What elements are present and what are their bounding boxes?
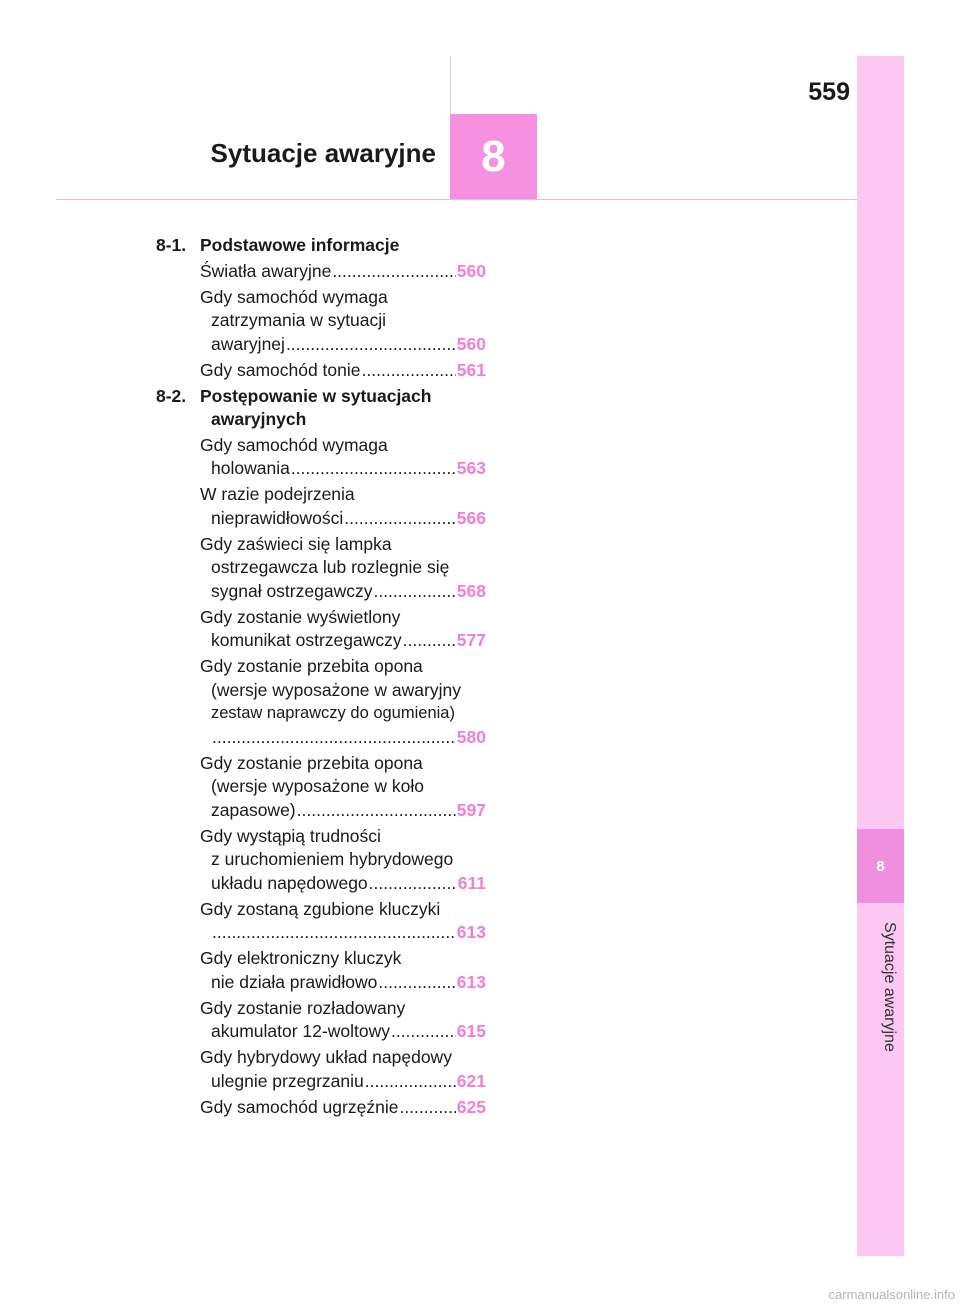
entry-text-line: Światła awaryjne: [200, 260, 332, 281]
dot-leader: [291, 457, 456, 481]
page-reference-link[interactable]: 580: [456, 726, 486, 747]
toc-entry[interactable]: [200, 752, 486, 823]
page-reference-link[interactable]: 560: [456, 260, 486, 281]
toc-entry[interactable]: [200, 1046, 486, 1093]
toc-section: [156, 385, 486, 432]
page-reference-link[interactable]: 621: [456, 1070, 486, 1091]
toc-section: [156, 234, 486, 258]
entry-text-line: (wersje wyposażone w koło: [211, 776, 425, 796]
toc-entry[interactable]: [200, 533, 486, 604]
entry-last-line: [200, 872, 486, 896]
dot-leader: [297, 799, 456, 823]
entry-text-line: Gdy samochód wymaga: [200, 286, 388, 307]
entry-last-line: [200, 1070, 486, 1094]
entry-text-line: Gdy zostanie przebita opona: [200, 656, 423, 676]
watermark: carmanualsonline.info: [828, 1287, 955, 1302]
toc-entry[interactable]: [200, 483, 486, 530]
page-reference-link[interactable]: 566: [456, 507, 486, 528]
page-reference-link[interactable]: 568: [456, 580, 486, 601]
entry-text-line: Gdy samochód tonie: [200, 359, 361, 380]
chapter-title: Sytuacje awaryjne: [210, 138, 436, 168]
entry-text-line: zatrzymania w sytuacji: [211, 310, 387, 330]
entry-text-line: Gdy samochód ugrzęźnie: [200, 1096, 399, 1117]
section-title: [200, 234, 486, 258]
dot-leader: [212, 921, 456, 945]
entry-text-line: Gdy hybrydowy układ napędowy: [200, 1047, 452, 1067]
dot-leader: [399, 1096, 455, 1120]
entry-text-line: sygnał ostrzegawczy: [211, 580, 373, 601]
entry-last-line: [200, 580, 486, 604]
section-title-line: Podstawowe informacje: [200, 235, 400, 255]
side-chapter-label: Sytuacje awaryjne: [881, 922, 898, 1052]
toc-entry[interactable]: [200, 434, 486, 481]
entry-text-line: ostrzegawcza lub rozlegnie się: [211, 557, 450, 577]
section-number: 8-1.: [156, 235, 187, 255]
page-reference-link[interactable]: 611: [457, 872, 486, 893]
toc-entry[interactable]: [200, 997, 486, 1044]
entry-text-line: układu napędowego: [211, 872, 368, 893]
page-reference-link[interactable]: 615: [456, 1021, 486, 1041]
side-thumb-strip: [857, 56, 904, 1256]
entry-last-line: [200, 260, 486, 284]
page-reference-link[interactable]: 597: [456, 799, 486, 820]
entry-last-line: [200, 921, 486, 945]
entry-text-line: nieprawidłowości: [211, 507, 344, 528]
entry-text-line: Gdy elektroniczny kluczyk: [200, 948, 402, 968]
side-chapter-tab[interactable]: 8: [857, 829, 904, 903]
page-reference-link[interactable]: 613: [456, 971, 486, 992]
entry-text-line: ulegnie przegrzaniu: [211, 1070, 364, 1091]
chapter-number-box: 8: [450, 114, 537, 200]
page-reference-link[interactable]: 625: [456, 1096, 486, 1117]
entry-last-line: [200, 1020, 486, 1044]
dot-leader: [373, 580, 455, 604]
entry-text-line: Gdy zaświeci się lampka: [200, 533, 392, 554]
page-reference-link[interactable]: 613: [456, 922, 486, 942]
dot-leader: [212, 726, 456, 750]
dot-leader: [286, 333, 456, 357]
toc-entry[interactable]: [200, 606, 486, 653]
entry-text-line: nie działa prawidłowo: [211, 971, 378, 992]
entry-text-line: Gdy zostanie rozładowany: [200, 997, 406, 1018]
section-number: 8-2.: [156, 385, 187, 406]
entry-text-line: Gdy wystąpią trudności: [200, 825, 381, 846]
page-reference-link[interactable]: 563: [456, 458, 486, 478]
table-of-contents: [156, 234, 486, 1122]
section-title-line: awaryjnych: [211, 409, 307, 429]
entry-text-line: Gdy samochód wymaga: [200, 434, 388, 455]
dot-leader: [362, 359, 456, 383]
entry-last-line: [200, 457, 486, 481]
toc-entry[interactable]: [200, 1096, 486, 1120]
page-number: 559: [808, 78, 850, 106]
entry-text-line: W razie podejrzenia: [200, 484, 355, 504]
entry-text-line: z uruchomieniem hybrydowego: [211, 849, 454, 869]
entry-last-line: [200, 507, 486, 531]
header-divider-horizontal: [56, 199, 857, 200]
toc-entry[interactable]: [200, 655, 486, 749]
entry-last-line: [200, 726, 486, 750]
entry-text-line: komunikat ostrzegawczy: [211, 630, 402, 650]
entry-last-line: [200, 333, 486, 357]
toc-entry[interactable]: [200, 898, 486, 945]
dot-leader: [403, 629, 456, 653]
toc-entry[interactable]: [200, 947, 486, 994]
header-divider-vertical: [450, 56, 451, 116]
section-title: [200, 385, 486, 432]
entry-text-line: Gdy zostanie wyświetlony: [200, 606, 401, 627]
entry-last-line: [200, 359, 486, 383]
entry-text-line: zestaw naprawczy do ogumienia): [211, 704, 455, 722]
section-title-line: Postępowanie w sytuacjach: [200, 385, 432, 406]
dot-leader: [344, 507, 456, 531]
dot-leader: [365, 1070, 456, 1094]
dot-leader: [332, 260, 455, 284]
dot-leader: [391, 1020, 456, 1044]
toc-entry[interactable]: [200, 359, 486, 383]
entry-last-line: [200, 799, 486, 823]
toc-entry[interactable]: [200, 825, 486, 896]
page-reference-link[interactable]: 561: [456, 359, 486, 380]
entry-text-line: awaryjnej: [211, 333, 285, 354]
entry-text-line: holowania: [211, 458, 290, 478]
entry-last-line: [200, 971, 486, 995]
entry-text-line: zapasowe): [211, 799, 296, 820]
entry-last-line: [200, 1096, 486, 1120]
entry-text-line: akumulator 12-woltowy: [211, 1021, 390, 1041]
toc-entry[interactable]: [200, 286, 486, 357]
dot-leader: [378, 971, 455, 995]
toc-entry[interactable]: [200, 260, 486, 284]
entry-text-line: Gdy zostanie przebita opona: [200, 752, 423, 773]
entry-text-line: Gdy zostaną zgubione kluczyki: [200, 898, 441, 919]
page-reference-link[interactable]: 560: [456, 333, 486, 354]
entry-text-line: (wersje wyposażone w awaryjny: [211, 679, 461, 700]
entry-last-line: [200, 629, 486, 653]
dot-leader: [369, 872, 457, 896]
page-reference-link[interactable]: 577: [456, 630, 486, 650]
